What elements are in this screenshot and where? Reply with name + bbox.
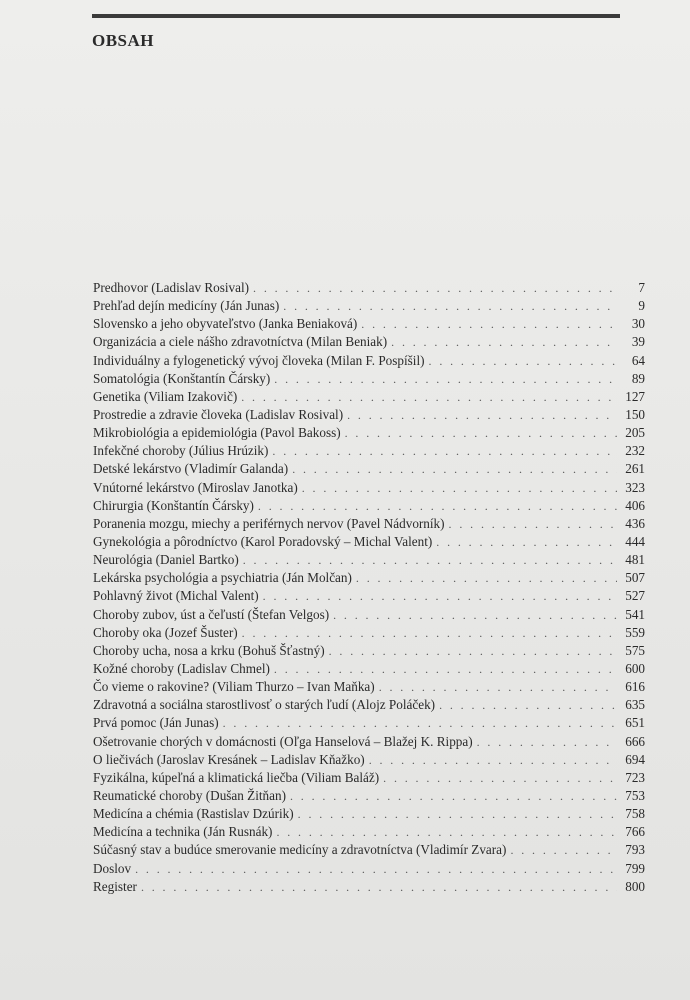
toc-entry-title: Prvá pomoc (Ján Junas) [93,715,219,731]
dot-leader [242,624,617,642]
toc-entry [93,841,645,859]
toc-entry-title: Detské lekárstvo (Vladimír Galanda) [93,461,289,477]
toc-entry [93,878,645,896]
toc-entry [93,370,645,388]
toc-entry [93,823,645,841]
toc-entry [93,587,645,605]
dot-leader [302,479,617,497]
dot-leader [290,787,617,805]
dot-leader [274,660,617,678]
toc-entry-title: Infekčné choroby (Július Hrúzik) [93,443,269,459]
toc-entry [93,733,645,751]
toc-entry-title: Kožné choroby (Ladislav Chmel) [93,660,270,676]
toc-entry [93,751,645,769]
toc-entry-title: Slovensko a jeho obyvateľstvo (Janka Beniaková) [93,316,358,332]
toc-entry-page: 600 [625,660,645,676]
toc-entry-title: Gynekológia a pôrodníctvo (Karol Poradovský – Michal Valent) [93,533,433,549]
toc-entry-title: Choroby oka (Jozef Šuster) [93,624,238,640]
toc-entry [93,333,645,351]
toc-entry [93,860,645,878]
toc-entry [93,279,645,297]
toc-entry-page: 758 [625,806,645,822]
toc-entry-page: 800 [625,878,645,894]
toc-entry-page: 444 [625,533,645,549]
toc-entry [93,642,645,660]
toc-entry-page: 64 [631,352,645,368]
dot-leader [391,333,617,351]
toc-entry-title: Poranenia mozgu, miechy a periférnych nervov (Pavel Nádvorník) [93,515,445,531]
toc-entry-title: Lekárska psychológia a psychiatria (Ján Molčan) [93,570,352,586]
toc-entry [93,460,645,478]
toc-entry-title: Fyzikálna, kúpeľná a klimatická liečba (Viliam Baláž) [93,769,380,785]
toc-entry-title: Mikrobiológia a epidemiológia (Pavol Bakoss) [93,425,341,441]
top-rule [92,14,620,18]
dot-leader [141,878,617,896]
toc-entry-title: Pohlavný život (Michal Valent) [93,588,259,604]
toc-entry [93,352,645,370]
toc-entry-page: 406 [625,497,645,513]
dot-leader [429,352,617,370]
dot-leader [436,533,617,551]
dot-leader [379,678,617,696]
toc-entry [93,424,645,442]
toc-entry-page: 541 [625,606,645,622]
toc-entry-title: Medicína a technika (Ján Rusnák) [93,824,273,840]
toc-entry-title: Choroby zubov, úst a čeľustí (Štefan Velgos) [93,606,330,622]
toc-entry-title: Organizácia a ciele nášho zdravotníctva (Milan Beniak) [93,334,388,350]
toc-entry-page: 651 [625,715,645,731]
toc-entry-page: 232 [625,443,645,459]
toc-entry-page: 799 [625,860,645,876]
dot-leader [292,460,617,478]
dot-leader [253,279,617,297]
toc-entry-page: 30 [631,316,645,332]
toc-entry-page: 694 [625,751,645,767]
dot-leader [135,860,617,878]
toc-entry [93,769,645,787]
toc-entry [93,533,645,551]
toc-entry [93,551,645,569]
dot-leader [276,823,617,841]
toc-entry-page: 753 [625,787,645,803]
toc-entry-title: Vnútorné lekárstvo (Miroslav Janotka) [93,479,298,495]
toc-entry-title: Reumatické choroby (Dušan Žitňan) [93,787,286,803]
toc-entry [93,515,645,533]
toc-entry [93,442,645,460]
toc-entry-page: 150 [625,406,645,422]
toc-entry-page: 575 [625,642,645,658]
toc-entry-title: Prehľad dejín medicíny (Ján Junas) [93,298,280,314]
toc-entry-page: 635 [625,697,645,713]
toc-entry-title: Register [93,878,137,894]
toc-entry-page: 127 [625,388,645,404]
dot-leader [439,696,617,714]
toc-entry-title: Doslov [93,860,132,876]
toc-entry-page: 616 [625,679,645,695]
dot-leader [283,297,617,315]
dot-leader [329,642,617,660]
toc-entry-page: 9 [638,298,645,314]
toc-entry [93,660,645,678]
toc-entry-title: Ošetrovanie chorých v domácnosti (Oľga Hanselová – Blažej K. Rippa) [93,733,473,749]
toc-entry-title: Individuálny a fylogenetický vývoj človeka (Milan F. Pospíšil) [93,352,425,368]
toc-entry [93,315,645,333]
dot-leader [298,805,617,823]
toc-entry-page: 559 [625,624,645,640]
dot-leader [449,515,617,533]
toc-entry-title: Prostredie a zdravie človeka (Ladislav Rosival) [93,406,344,422]
toc-entry-page: 436 [625,515,645,531]
toc-entry-title: Predhovor (Ladislav Rosival) [93,280,250,295]
toc-entry-page: 527 [625,588,645,604]
toc-entry [93,388,645,406]
dot-leader [333,606,617,624]
dot-leader [383,769,617,787]
toc-entry [93,569,645,587]
toc-entry [93,624,645,642]
dot-leader [243,551,617,569]
toc-entry-title: Čo vieme o rakovine? (Viliam Thurzo – Ivan Maňka) [93,679,375,695]
dot-leader [345,424,617,442]
toc-entry [93,678,645,696]
page-title: OBSAH [92,31,155,50]
dot-leader [272,442,617,460]
toc-entry-page: 723 [625,769,645,785]
dot-leader [258,497,617,515]
toc-entry [93,805,645,823]
dot-leader [241,388,617,406]
dot-leader [274,370,617,388]
toc-entry-page: 205 [625,425,645,441]
dot-leader [510,841,617,859]
toc-entry-title: Genetika (Viliam Izakovič) [93,388,238,404]
toc-entry-page: 481 [625,552,645,568]
toc-entry-page: 793 [625,842,645,858]
toc-entry-page: 507 [625,570,645,586]
toc-entry-page: 89 [631,370,645,386]
dot-leader [263,587,617,605]
toc-entry-title: Zdravotná a sociálna starostlivosť o starých ľudí (Alojz Poláček) [93,697,436,713]
dot-leader [369,751,617,769]
toc-entry-title: O liečivách (Jaroslav Kresánek – Ladislav Kňažko) [93,751,365,767]
toc-entry [93,497,645,515]
toc-entry-page: 39 [631,334,645,350]
toc-entry-page: 666 [625,733,645,749]
toc-entry [93,406,645,424]
dot-leader [477,733,617,751]
toc-entry [93,479,645,497]
dot-leader [347,406,617,424]
dot-leader [223,714,617,732]
toc-entry-title: Medicína a chémia (Rastislav Dzúrik) [93,806,294,822]
toc-entry-page: 766 [625,824,645,840]
toc-entry-title: Neurológia (Daniel Bartko) [93,552,239,568]
toc-entry-page: 261 [625,461,645,477]
toc-entry [93,787,645,805]
table-of-contents [93,279,645,896]
toc-entry [93,606,645,624]
toc-entry-title: Choroby ucha, nosa a krku (Bohuš Šťastný) [93,642,325,658]
dot-leader [356,569,617,587]
toc-entry-title: Somatológia (Konštantín Čársky) [93,370,271,386]
dot-leader [361,315,617,333]
toc-entry [93,696,645,714]
toc-entry-title: Chirurgia (Konštantín Čársky) [93,497,254,513]
toc-entry [93,714,645,732]
toc-entry [93,297,645,315]
toc-entry-title: Súčasný stav a budúce smerovanie medicíny a zdravotníctva (Vladimír Zvara) [93,842,507,858]
toc-entry-page: 7 [638,280,645,295]
toc-entry-page: 323 [625,479,645,495]
